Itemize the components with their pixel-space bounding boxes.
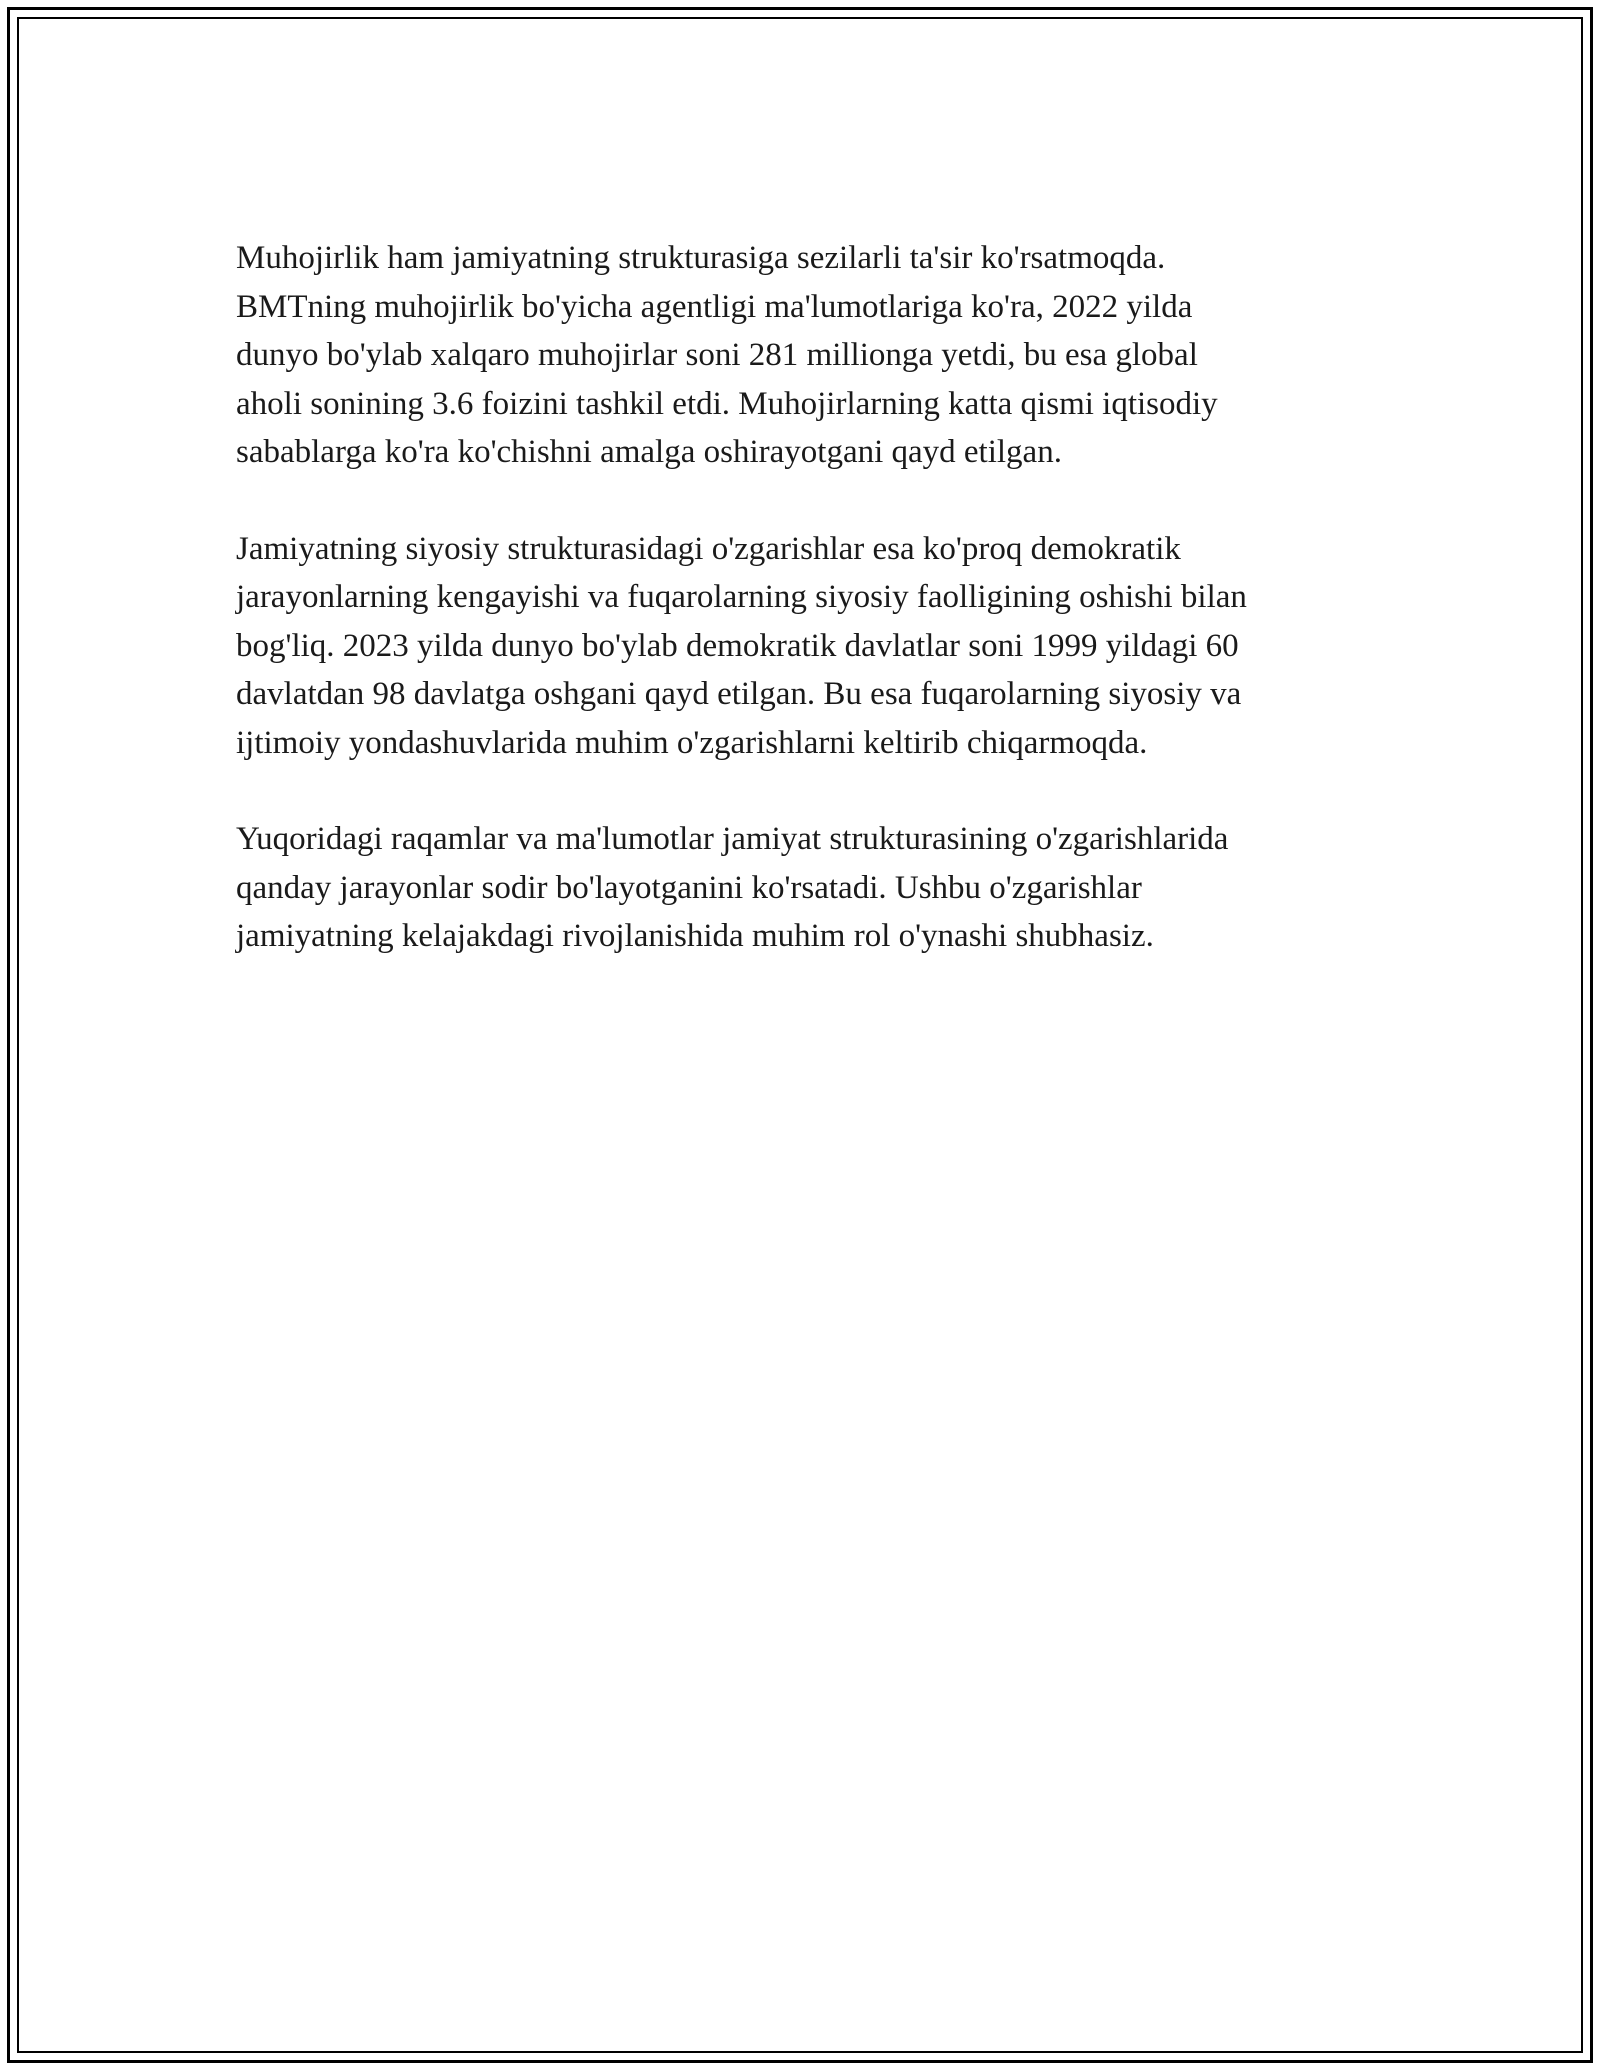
paragraph-conclusion: Yuqoridagi raqamlar va ma'lumotlar jamiyat strukturasining o'zgarishlarida qanday jarayonlar sodir bo'layotganini ko'rsatadi. Ushbu o'zgarishlar jamiyatning kelajakdagi rivojlanishida muhim rol o'ynashi shubhasiz. [236, 821, 1229, 954]
paragraph-political-structure: Jamiyatning siyosiy strukturasidagi o'zgarishlar esa ko'proq demokratik jarayonlarning kengayishi va fuqarolarning siyosiy faolligining oshishi bilan bog'liq. 2023 yilda dunyo bo'ylab demokratik davlatlar soni 1999 yildagi 60 davlatdan 98 davlatga oshgani qayd etilgan. Bu esa fuqarolarning siyosiy va ijtimoiy yondashuvlarida muhim o'zgarishlarni keltirib chiqarmoqda. [236, 530, 1247, 761]
document-body [236, 234, 1396, 1009]
paragraph-migration: Muhojirlik ham jamiyatning strukturasiga sezilarli ta'sir ko'rsatmoqda. BMTning muhojirlik bo'yicha agentligi ma'lumotlariga ko'ra, 2022 yilda dunyo bo'ylab xalqaro muhojirlar soni 281 millionga yetdi, bu esa global aholi sonining 3.6 foizini tashkil etdi. Muhojirlarning katta qismi iqtisodiy sabablarga ko'ra ko'chishni amalga oshirayotgani qayd etilgan. [236, 240, 1218, 470]
